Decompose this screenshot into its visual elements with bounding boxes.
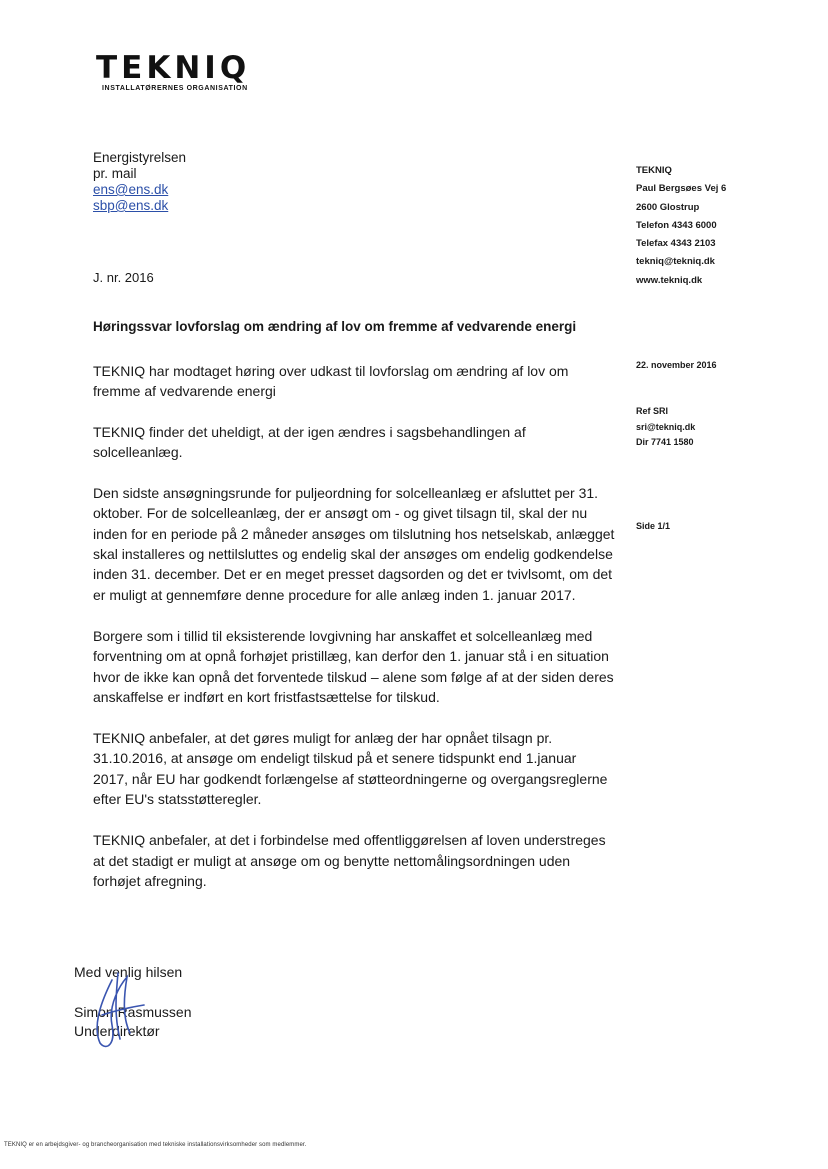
body-paragraph-4: Borgere som i tillid til eksisterende lovgivning har anskaffet et solcelleanlæg med forventning om at opnå forhøjet pristillæg, kan derfor den 1. januar stå i en situation hvor de ikke kan opnå det forventede tilskud – alene som følge af at der siden deres anskaffelse er indført en kort fristfastsættelse for tilskud. (93, 627, 614, 705)
body-paragraph-3: Den sidste ansøgningsrunde for puljeordning for solcelleanlæg er afsluttet per 31. oktober. For de solcelleanlæg, der er ansøgt om - og givet tilsagn til, skal der nu inden for en periode på 2 måneder ansøges om tilslutning hos netselskab, anlægget skal installeres og nettilsluttes og endelig skal der ansøges om endelig godkendelse inden 31. december. Det er en meget presset dagsorden og det er tvivlsomt, om det er muligt at gennemføre denne procedure for alle anlæg inden 1. januar 2017. (93, 485, 615, 603)
reference-block (636, 404, 695, 451)
recipient-delivery: pr. mail (93, 166, 137, 181)
body-paragraph-5: TEKNIQ anbefaler, at det gøres muligt for anlæg der har opnået tilsagn pr. 31.10.2016, at ansøge om endeligt tilskud på et senere tidspunkt end 1.januar 2017, når EU har godkendt forlængelse af støtteordningerne og overgangsreglerne efter EU's statsstøtteregler. (93, 730, 608, 808)
sender-email: tekniq@tekniq.dk (636, 256, 715, 268)
letter-date: 22. november 2016 (636, 360, 717, 370)
sender-address-block (636, 162, 726, 290)
direct-phone: Dir 7741 1580 (636, 437, 694, 447)
body-paragraph-6: TEKNIQ anbefaler, at det i forbindelse med offentliggørelsen af loven understreges at det stadigt er muligt at ansøge om og benytte nettomålingsordningen uden forhøjet afregning. (93, 832, 606, 889)
logo-tagline: INSTALLATØRERNES ORGANISATION (102, 85, 248, 92)
sender-city: 2600 Glostrup (636, 201, 700, 213)
signatory-name: Simon Rasmussen (74, 1004, 192, 1020)
sender-name: TEKNIQ (636, 165, 672, 176)
recipient-name: Energistyrelsen (93, 150, 187, 165)
signatory-title: Underdirektør (74, 1023, 160, 1039)
journal-number: J. nr. 2016 (93, 270, 154, 285)
logo-wordmark: TEKNIQ (96, 50, 251, 86)
recipient-block (93, 150, 186, 214)
footer-note: TEKNIQ er en arbejdsgiver- og brancheorganisation med tekniske installationsvirksomheder som medlemmer. (4, 1142, 307, 1148)
reference: Ref SRI (636, 406, 669, 416)
body-paragraph-1: TEKNIQ har modtaget høring over udkast til lovforslag om ændring af lov om fremme af vedvarende energi (93, 363, 569, 400)
signatory (74, 1003, 192, 1041)
reference-email: sri@tekniq.dk (636, 421, 696, 432)
letter-subject: Høringssvar lovforslag om ændring af lov om fremme af vedvarende energi (93, 319, 577, 334)
sender-phone: Telefon 4343 6000 (636, 219, 717, 231)
recipient-email-link-1[interactable]: ens@ens.dk (93, 182, 169, 197)
body-paragraph-2: TEKNIQ finder det uheldigt, at der igen ændres i sagsbehandlingen af solcelleanlæg. (93, 423, 526, 460)
sender-web: www.tekniq.dk (636, 274, 703, 286)
sender-street: Paul Bergsøes Vej 6 (636, 183, 727, 195)
tekniq-logo (96, 50, 266, 92)
recipient-email-link-2[interactable]: sbp@ens.dk (93, 198, 169, 213)
sender-fax: Telefax 4343 2103 (636, 238, 716, 250)
closing-greeting: Med venlig hilsen (74, 964, 183, 980)
letter-body (93, 361, 615, 891)
page-number: Side 1/1 (636, 521, 671, 531)
